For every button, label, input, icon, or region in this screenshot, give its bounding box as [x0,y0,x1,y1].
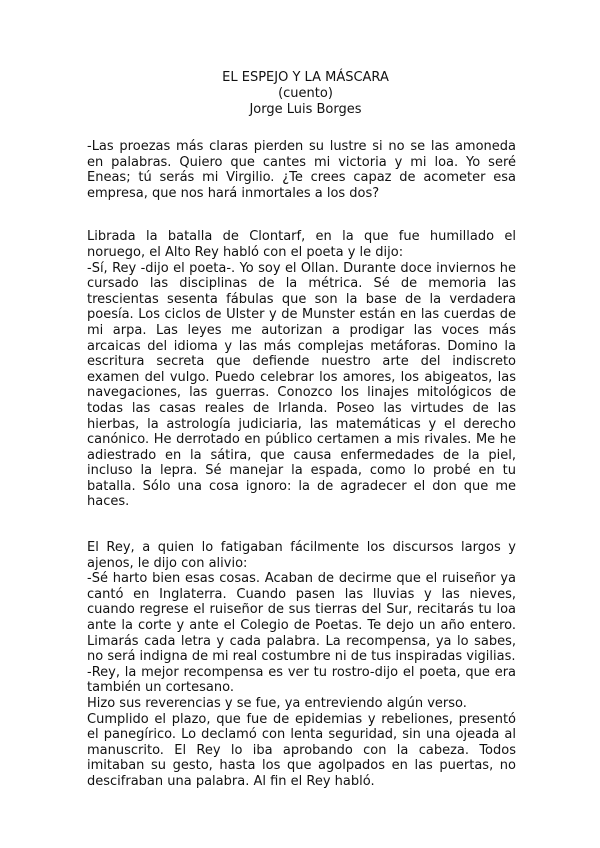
paragraph: El Rey, a quien lo fatigaban fácilmente los discursos largos y ajenos, le dijo con alivio: [87,540,516,571]
document-title: EL ESPEJO Y LA MÁSCARA [222,70,389,85]
paragraph: -Sé harto bien esas cosas. Acaban de decirme que el ruiseñor ya cantó en Inglaterra. Cuando pasen las lluvias y las nieves, cuando regrese el ruiseñor de sus tierras del Sur, recitarás tu loa ante la corte y ante el Colegio de Poetas. Te dejo un año entero. Limarás cada letra y cada palabra. La recompensa, ya lo sabes, no será indigna de mi real costumbre ni de tus inspiradas vigilias. [87,571,516,665]
document-author: Jorge Luis Borges [249,102,362,117]
paragraph: Librada la batalla de Clontarf, en la que fue humillado el noruego, el Alto Rey habló con el poeta y le dijo: [87,229,516,260]
paragraph: Hizo sus reverencias y se fue, ya entreviendo algún verso. [87,696,467,711]
paragraph-group-1 [87,139,516,201]
paragraph: -Rey, la mejor recompensa es ver tu rostro-dijo el poeta, que era también un cortesano. [87,664,516,696]
paragraph: -Sí, Rey -dijo el poeta-. Yo soy el Ollan. Durante doce inviernos he cursado las disciplinas de la métrica. Sé de memoria las trescientas sesenta fábulas que son la base de la verdadera poesía. Los ciclos de Ulster y de Munster están en las cuerdas de mi arpa. Las leyes me autorizan a prodigar las voces más arcaicas del idioma y las más complejas metáforas. Domino la escritura secreta que defiende nuestro arte del indiscreto examen del vulgo. Puedo celebrar los amores, los abigeatos, las navegaciones, las guerras. Conozco los linajes mitológicos de todas las casas reales de Irlanda. Poseo las virtudes de las hierbas, la astrología judiciaria, las matemáticas y el derecho canónico. He derrotado en público certamen a mis rivales. Me he adiestrado en la sátira, que causa enfermedades de la piel, incluso la lepra. Sé manejar la espada, como lo probé en tu batalla. Sólo una cosa ignoro: la de agradecer el don que me haces. [87,260,516,510]
paragraph-group-2 [87,229,516,510]
title-block [95,70,516,118]
paragraph: -Las proezas más claras pierden su lustre si no se las amoneda en palabras. Quiero que cantes mi victoria y mi loa. Yo seré Eneas; tú serás mi Virgilio. ¿Te crees capaz de acometer esa empresa, que nos hará inmortales a los dos? [87,139,516,201]
paragraph-group-3 [87,540,516,790]
paragraph: Cumplido el plazo, que fue de epidemias y rebeliones, presentó el panegírico. Lo declamó con lenta seguridad, sin una ojeada al manuscrito. El Rey lo iba aprobando con la cabeza. Todos imitaban su gesto, hasta los que agolpados en las puertas, no descifraban una palabra. Al fin el Rey habló. [87,711,516,789]
document-subtitle: (cuento) [278,86,333,101]
document-page [87,70,516,790]
